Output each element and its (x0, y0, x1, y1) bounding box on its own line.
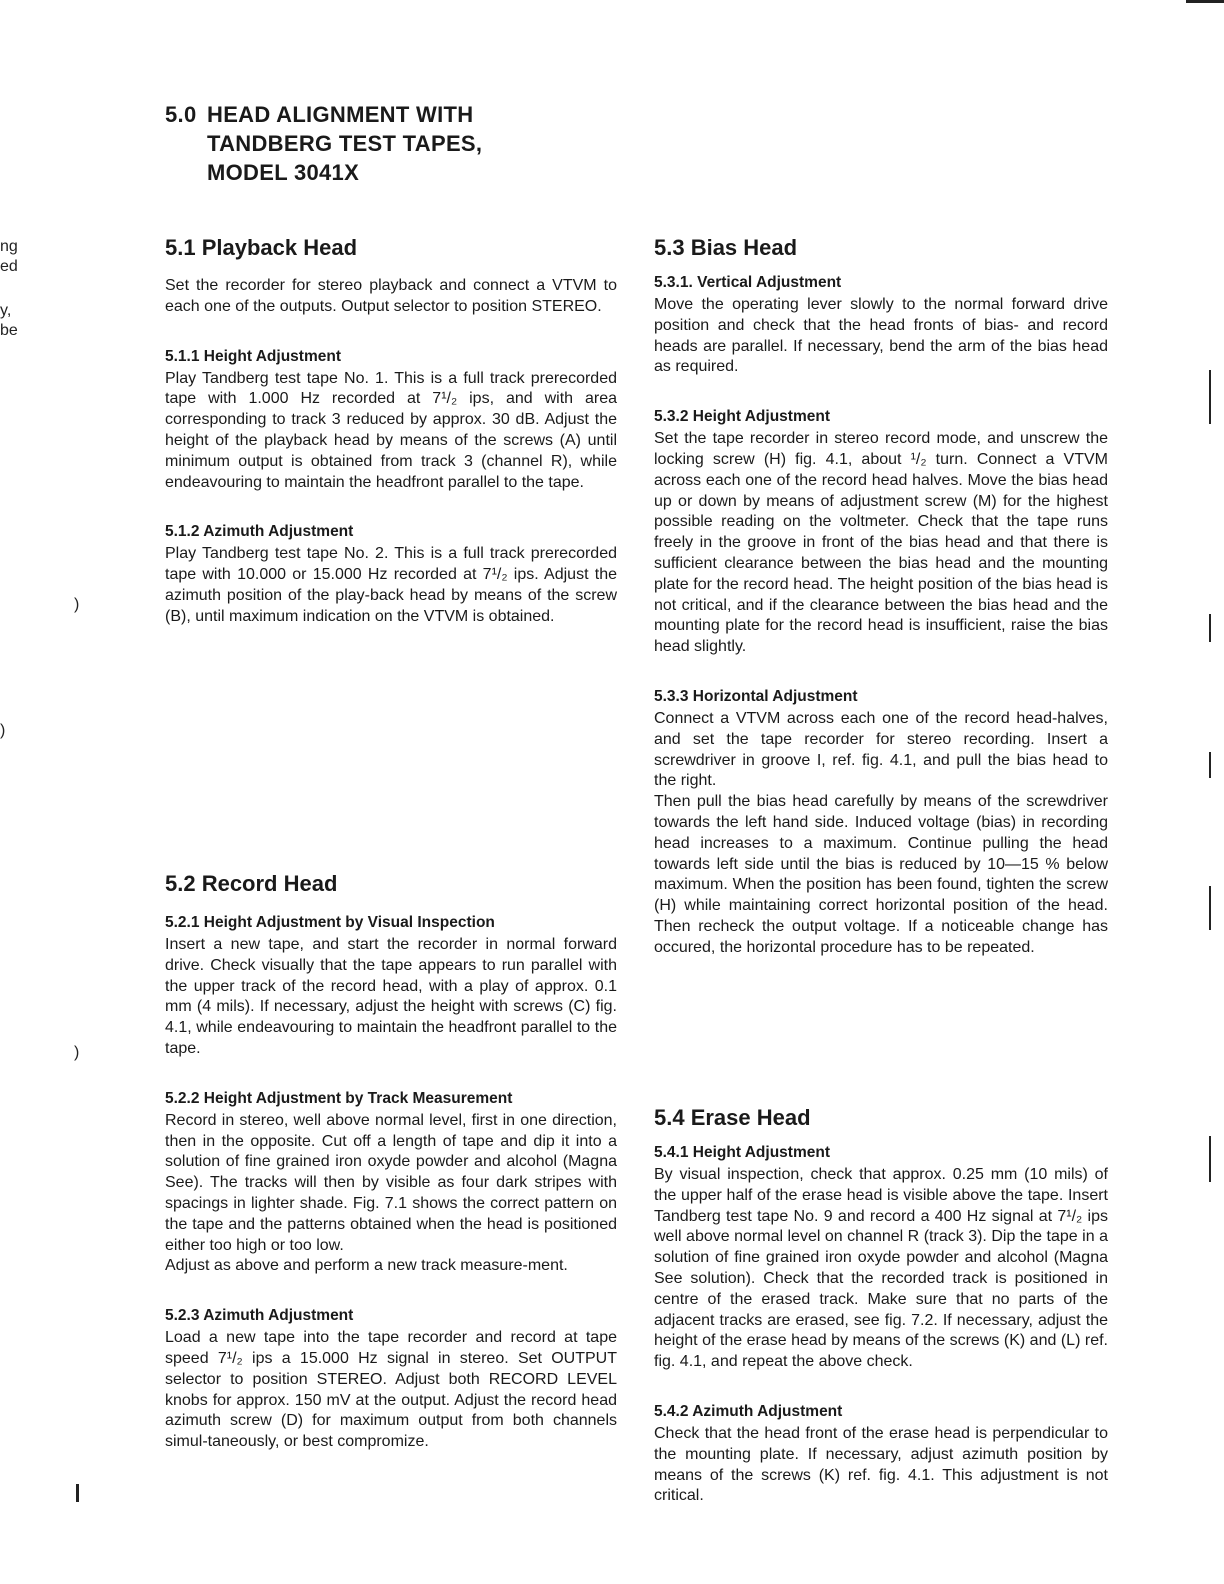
right-column (654, 232, 1108, 1505)
title-line-1: HEAD ALIGNMENT WITH (207, 102, 474, 127)
section-5-3-3-body-continued: Then pull the bias head carefully by means of the screwdriver towards the left hand side. Induced voltage (bias) in recording head increases to a maximum. Continue pulling the head towards left side until the bias is reduced by 10—15 % below maximum. When the position has been found, tighten the screw (H) while maintaining correct horizontal position of the head. Then recheck the output voltage. If a noticeable change has occured, the horizontal procedure has to be repeated. (654, 793, 1108, 956)
section-5-2-1-body: Insert a new tape, and start the recorder in normal forward drive. Check visually that the tape appears to run parallel with the upper track of the record head, with a play of approx. 0.1 mm (4 mils). If necessary, adjust the height with screws (C) fig. 4.1, while endeavouring to maintain the headfront parallel to the tape. (165, 936, 617, 1057)
section-5-2-1-title: 5.2.1 Height Adjustment by Visual Inspection (165, 914, 495, 931)
section-5-3-3-title: 5.3.3 Horizontal Adjustment (654, 687, 858, 705)
title-line-3: MODEL 3041X (207, 160, 360, 185)
section-5-2-2-title: 5.2.2 Height Adjustment by Track Measurement (165, 1089, 513, 1107)
section-5-2 (165, 868, 617, 1453)
margin-fragment: ) (0, 722, 6, 739)
section-5-1-1-title: 5.1.1 Height Adjustment (165, 347, 341, 365)
left-column (165, 232, 617, 1451)
section-5-1-intro: Set the recorder for stereo playback and connect a VTVM to each one of the outputs. Output selector to position STEREO. (165, 277, 617, 315)
section-5-3-1-title: 5.3.1. Vertical Adjustment (654, 274, 842, 291)
scan-edge-mark (1209, 370, 1211, 424)
margin-fragment: ed (0, 258, 18, 275)
section-5-3-2-title: 5.3.2 Height Adjustment (654, 408, 830, 426)
margin-fragment: be (0, 322, 18, 339)
section-5-2-title: 5.2 Record Head (165, 871, 338, 896)
section-5-3-2-body: Set the tape recorder in stereo record mode, and unscrew the locking screw (H) fig. 4.1, about ¹/₂ turn. Connect a VTVM across each one of the record head halves. Move the bias head up or down by means of adjustment screw (M) for the highest possible reading on the voltmeter. Check that the tape runs freely in the groove in front of the bias head and that there is sufficient clearance between the bias head and the mounting plate for the record head. The height position of the bias head is not critical, and if the clearance between the bias head and the mounting plate for the record head is insufficient, raise the bias head slightly. (654, 430, 1108, 656)
section-5-4-2-title: 5.4.2 Azimuth Adjustment (654, 1402, 843, 1420)
section-5-4-2-body: Check that the head front of the erase head is perpendicular to the mounting plate. If necessary, adjust azimuth position by means of the screws (K) ref. fig. 4.1. This adjustment is not critical. (654, 1424, 1108, 1505)
scan-edge-mark (1209, 886, 1211, 930)
title-line-2: TANDBERG TEST TAPES, (207, 131, 483, 156)
scan-edge-mark (1209, 752, 1211, 778)
page-title (165, 100, 482, 187)
section-5-2-3-body: Load a new tape into the tape recorder and record at tape speed 7¹/₂ ips a 15.000 Hz signal in stereo. Set OUTPUT selector to position STEREO. Adjust both RECORD LEVEL knobs for approx. 150 mV at the output. Adjust the record head azimuth screw (D) for maximum output from both channels simul-taneously, or best compromize. (165, 1329, 617, 1451)
margin-fragment: y, (0, 302, 12, 319)
section-5-2-3-title: 5.2.3 Azimuth Adjustment (165, 1307, 354, 1325)
scan-edge-mark (1186, 0, 1224, 3)
section-5-3-1-body: Move the operating lever slowly to the normal forward drive position and check that the head fronts of bias- and record heads are parallel. If necessary, bend the arm of the bias head as required. (654, 296, 1108, 376)
scan-edge-mark (76, 1484, 79, 1502)
section-5-4-1-body: By visual inspection, check that approx. 0.25 mm (10 mils) of the upper half of the erase head is visible above the tape. Insert Tandberg test tape No. 9 and record a 400 Hz signal at 7¹/₂ ips well above normal level on channel R (track 3). Dip the tape in a solution of fine grained iron oxyde powder and alcohol (Magna See solution). Check that the recorded track is positioned in centre of the erased track. Make sure that no parts of the adjacent tracks are erased, see fig. 7.2. If necessary, adjust the height of the erase head by means of the screws (K) and (L) ref. fig. 4.1, and repeat the above check. (654, 1166, 1108, 1371)
section-5-4-1-title: 5.4.1 Height Adjustment (654, 1144, 830, 1161)
scan-edge-mark (1209, 614, 1211, 642)
section-5-2-2-body-continued: Adjust as above and perform a new track measure-ment. (165, 1257, 568, 1275)
section-5-3-title: 5.3 Bias Head (654, 235, 798, 260)
section-5-4 (654, 1102, 1108, 1507)
binding-mark: ) (74, 1044, 80, 1061)
margin-fragment: ng (0, 238, 18, 255)
scan-edge-mark (1209, 1136, 1211, 1182)
section-5-3-3-body: Connect a VTVM across each one of the record head-halves, and set the tape recorder for stereo recording. Insert a screwdriver in groove I, ref. fig. 4.1, and pull the bias head to the right. (654, 709, 1108, 790)
binding-mark: ) (74, 596, 80, 613)
section-5-4-title: 5.4 Erase Head (654, 1105, 811, 1130)
section-5-2-2-body: Record in stereo, well above normal level, first in one direction, then in the opposite. Cut off a length of tape and dip it into a solution of fine grained iron oxyde powder and alcohol (Magna See). The tracks will then by visible as four dark stripes with spacings in lighter shade. Fig. 7.1 shows the correct pattern on the tape and the patterns obtained when the head is positioned either too high or too low. (165, 1111, 617, 1254)
section-5-1-1-body: Play Tandberg test tape No. 1. This is a full track prerecorded tape with 1.000 Hz recorded at 7¹/₂ ips, and with area corresponding to track 3 reduced by approx. 30 dB. Adjust the height of the playback head by means of the screws (A) until minimum output is obtained from track 3 (channel R), while endeavouring to maintain the headfront parallel to the tape. (165, 369, 617, 491)
section-5-1-2-title: 5.1.2 Azimuth Adjustment (165, 523, 354, 541)
section-5-1-title: 5.1 Playback Head (165, 235, 358, 260)
section-5-1-2-body: Play Tandberg test tape No. 2. This is a full track prerecorded tape with 10.000 or 15.000 Hz recorded at 7¹/₂ ips. Adjust the azimuth position of the play-back head by means of the screw (B), until maximum indication on the VTVM is obtained. (165, 545, 617, 625)
title-number: 5.0 (165, 102, 197, 127)
